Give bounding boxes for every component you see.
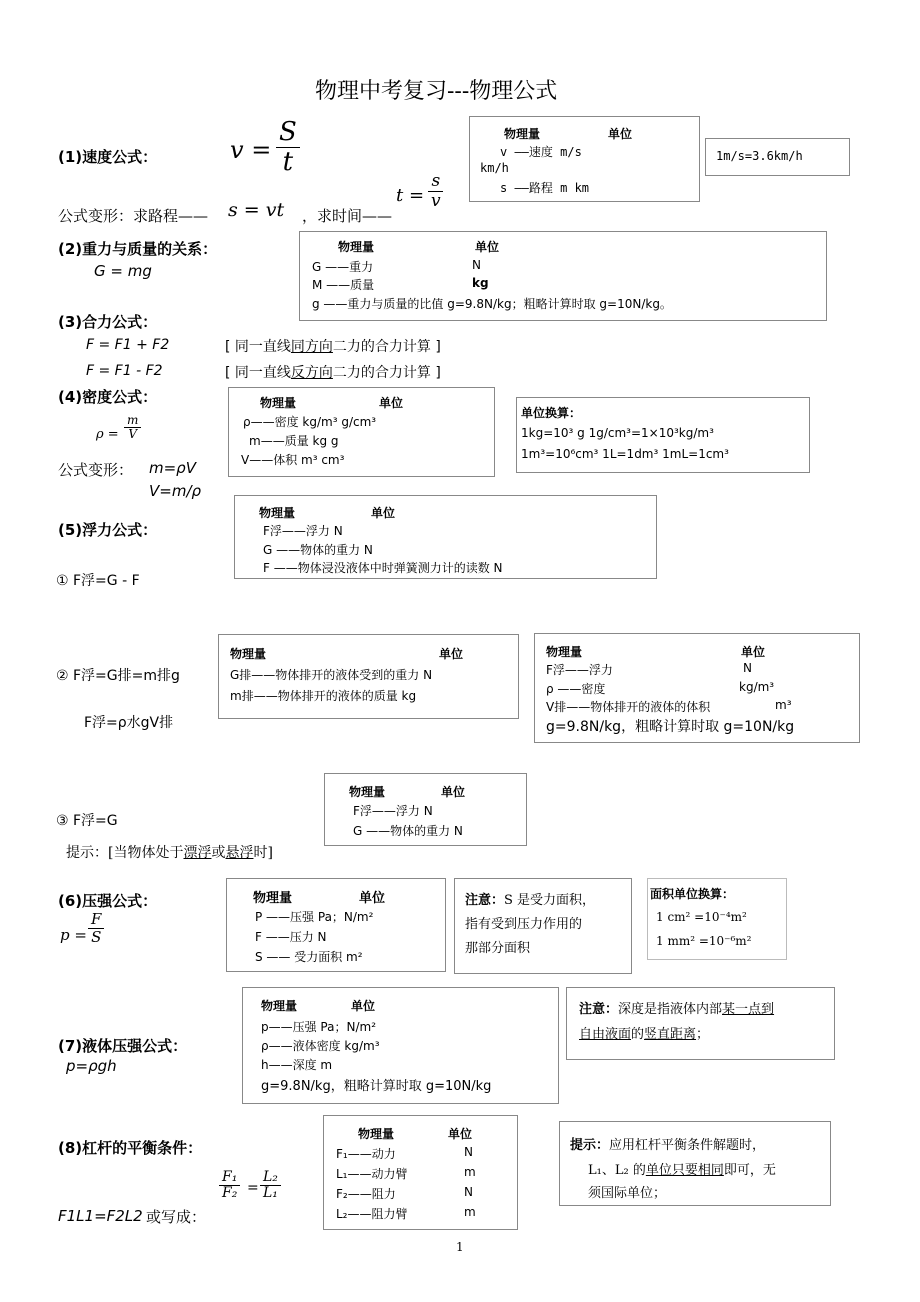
lever-hint-same-unit: 单位只要相同	[645, 1163, 724, 1178]
lever-hint-line2	[588, 1159, 776, 1178]
gravity-quantity-box	[299, 231, 827, 321]
speed-variant-prefix: 公式变形：求路程——	[58, 207, 209, 225]
lever-frac1-num: F₁	[219, 1170, 240, 1186]
buoyancy-box3-row-density-unit: kg/m³	[739, 680, 775, 694]
buoyancy-quantity-box-1	[234, 495, 657, 579]
density-quantity-box	[228, 387, 495, 477]
density-conversion-row1: 1kg=10³ g 1g/cm³=1×10³kg/m³	[521, 426, 714, 440]
liquid-note-line2	[579, 1023, 709, 1042]
area-conversion-cm: 1 cm² =10⁻⁴m²	[656, 910, 747, 924]
density-conversion-row2: 1m³=10⁶cm³ 1L=1dm³ 1mL=1cm³	[521, 447, 729, 461]
time-fraction-num: s	[428, 172, 443, 192]
buoyancy-box3-row-volume-unit: m³	[775, 698, 792, 712]
lever-frac2-num: L₂	[260, 1170, 281, 1186]
speed-conversion-box	[705, 138, 850, 176]
pressure-note-line1	[465, 889, 595, 908]
buoyancy-box4-header-quantity: 物理量	[349, 785, 386, 799]
buoyancy-hint-b: 或	[211, 845, 226, 861]
page-number: 1	[456, 1240, 464, 1254]
lever-box-header-unit: 单位	[448, 1127, 473, 1141]
pressure-note-line2: 指有受到压力作用的	[465, 917, 583, 932]
pressure-note-text1: S 是受力面积，	[504, 893, 596, 908]
density-box-row-density: ρ——密度 kg/m³ g/cm³	[243, 415, 377, 429]
buoyancy-quantity-box-2	[218, 634, 519, 719]
resultant-formula-same: F = F1 + F2	[86, 337, 170, 353]
density-box-row-mass: m——质量 kg g	[249, 434, 339, 448]
buoyancy-hint-a: 提示：[当物体处于	[66, 845, 184, 861]
liquid-box-row-g: g=9.8N/kg，粗略计算时取 g=10N/kg	[261, 1079, 492, 1094]
time-fraction-den: v	[431, 190, 441, 211]
density-conversion-box	[516, 397, 810, 473]
liquid-note-a: 深度是指液体内部	[618, 1002, 723, 1017]
lever-frac1-den: F₂	[222, 1185, 238, 1202]
lever-fraction-force	[219, 1170, 240, 1202]
lever-hint-box	[559, 1121, 831, 1206]
density-fraction-den: V	[128, 427, 138, 442]
buoyancy-box1-row-weight: G ——物体的重力 N	[263, 543, 373, 557]
lever-or-text: 或写成：	[146, 1208, 207, 1226]
buoyancy-box1-row-reading: F ——物体浸没液体中时弹簧测力计的读数 N	[263, 561, 503, 575]
resultant-note-same	[225, 336, 441, 356]
lever-box-header-quantity: 物理量	[358, 1127, 395, 1141]
resultant-note-opp-a: [ 同一直线	[225, 365, 291, 381]
buoyancy-box2-row-displaced-mass: m排——物体排开的液体的质量 kg	[230, 689, 417, 703]
buoyancy-hint-c: 时]	[253, 845, 273, 861]
speed-quantity-box	[469, 116, 700, 202]
liquid-box-row-depth: h——深度 m	[261, 1058, 333, 1072]
buoyancy-box3-row-buoyant: F浮——浮力	[546, 663, 613, 677]
gravity-box-row-mass-unit: kg	[472, 276, 489, 290]
gravity-box-row-weight-unit: N	[472, 258, 481, 272]
buoyancy-hint-suspend: 悬浮	[225, 845, 254, 861]
page-title: 物理中考复习---物理公式	[315, 79, 558, 104]
liquid-box-row-pressure: p——压强 Pa；N/m²	[261, 1020, 377, 1034]
speed-box-row-distance: s ——路程 m km	[500, 181, 590, 195]
lever-box-row-effort-arm: L₁——动力臂	[336, 1167, 408, 1181]
buoyancy-box2-row-displaced-weight: G排——物体排开的液体受到的重力 N	[230, 668, 433, 682]
buoyancy-quantity-box-3	[534, 633, 860, 743]
buoyancy-formula-1: ① F浮=G - F	[56, 573, 140, 589]
liquid-box-header-unit: 单位	[351, 999, 376, 1013]
liquid-pressure-formula: p=ρgh	[66, 1057, 117, 1075]
liquid-box-row-density: ρ——液体密度 kg/m³	[261, 1039, 380, 1053]
liquid-pressure-note-box	[566, 987, 835, 1060]
lever-box-row-load-arm-unit: m	[464, 1205, 476, 1219]
buoyancy-box3-row-g: g=9.8N/kg，粗略计算时取 g=10N/kg	[546, 719, 795, 735]
speed-box-row-velocity-unit2: km/h	[480, 161, 509, 175]
speed-heading: (1)速度公式：	[58, 148, 158, 166]
area-conversion-box	[647, 878, 787, 960]
liquid-pressure-quantity-box	[242, 987, 559, 1104]
lever-hint-label: 提示：	[570, 1138, 610, 1153]
lever-box-row-effort-unit: N	[464, 1145, 473, 1159]
lever-quantity-box	[323, 1115, 518, 1230]
liquid-note-free-surface: 自由液面	[579, 1027, 632, 1042]
density-variant-volume: V=m/ρ	[149, 482, 202, 500]
liquid-note-b: 的	[631, 1027, 645, 1042]
lever-box-row-load-arm: L₂——阻力臂	[336, 1207, 408, 1221]
pressure-box-row-force: F ——压力 N	[255, 930, 327, 944]
buoyancy-box3-row-density: ρ ——密度	[546, 682, 606, 696]
liquid-note-label: 注意：	[579, 1002, 619, 1017]
liquid-note-vertical-distance: 竖直距离	[644, 1027, 697, 1042]
buoyancy-hint-float: 漂浮	[183, 845, 212, 861]
density-fraction	[124, 414, 141, 441]
lever-hint-c: 即可，无	[723, 1163, 776, 1178]
speed-conversion: 1m/s=3.6km/h	[716, 149, 803, 163]
time-fraction	[428, 172, 444, 210]
area-conversion-mm: 1 mm² =10⁻⁶m²	[656, 934, 752, 948]
gravity-formula: G = mg	[94, 262, 152, 280]
buoyancy-box2-header-quantity: 物理量	[230, 647, 267, 661]
lever-box-row-effort: F₁——动力	[336, 1147, 396, 1161]
pressure-box-header-quantity: 物理量	[253, 891, 293, 906]
buoyancy-box4-header-unit: 单位	[441, 785, 466, 799]
buoyancy-box2-header-unit: 单位	[439, 647, 464, 661]
gravity-box-header-quantity: 物理量	[338, 240, 375, 254]
gravity-box-row-ratio: g ——重力与质量的比值 g=9.8N/kg；粗略计算时取 g=10N/kg。	[312, 297, 672, 311]
liquid-note-point: 某一点到	[722, 1002, 775, 1017]
resultant-note-same-b: 二力的合力计算 ]	[332, 339, 441, 355]
buoyancy-box1-row-buoyant: F浮——浮力 N	[263, 524, 343, 538]
gravity-box-header-unit: 单位	[475, 240, 500, 254]
speed-box-header-quantity: 物理量	[504, 127, 541, 141]
lever-equals: =	[247, 1180, 259, 1196]
buoyancy-formula-2: ② F浮=G排=m排g	[56, 668, 180, 684]
density-box-row-volume: V——体积 m³ cm³	[241, 453, 345, 467]
resultant-note-opp-u: 反方向	[290, 365, 333, 381]
resultant-note-same-a: [ 同一直线	[225, 339, 291, 355]
pressure-heading: (6)压强公式：	[58, 892, 158, 910]
lever-box-row-effort-arm-unit: m	[464, 1165, 476, 1179]
buoyancy-formula-2b: F浮=ρ水gV排	[84, 715, 174, 731]
pressure-note-line3: 那部分面积	[465, 941, 531, 956]
buoyancy-box1-header-unit: 单位	[371, 506, 396, 520]
lever-hint-line1	[570, 1134, 765, 1153]
lever-hint-b: L₁、L₂ 的	[588, 1163, 646, 1178]
buoyancy-heading: (5)浮力公式：	[58, 521, 158, 539]
speed-formula-lhs: v =	[230, 136, 272, 164]
buoyancy-quantity-box-4	[324, 773, 527, 846]
area-conversion-title: 面积单位换算：	[650, 887, 735, 901]
lever-box-row-load: F₂——阻力	[336, 1187, 396, 1201]
resultant-note-opposite	[225, 362, 441, 382]
pressure-fraction	[88, 911, 104, 945]
density-box-header-quantity: 物理量	[260, 396, 297, 410]
liquid-note-c: ；	[696, 1027, 710, 1042]
buoyancy-box4-row-weight: G ——物体的重力 N	[353, 824, 463, 838]
resultant-note-same-u: 同方向	[290, 339, 333, 355]
density-conversion-title: 单位换算：	[521, 406, 582, 420]
liquid-note-line1	[579, 998, 774, 1017]
pressure-note-label: 注意：	[465, 893, 505, 908]
buoyancy-box3-row-volume: V排——物体排开的液体的体积	[546, 700, 711, 714]
lever-formula: F1L1=F2L2	[58, 1207, 143, 1225]
pressure-fraction-den: S	[91, 927, 102, 946]
resultant-note-opp-b: 二力的合力计算 ]	[332, 365, 441, 381]
density-box-header-unit: 单位	[379, 396, 404, 410]
density-variant-mass: m=ρV	[149, 459, 196, 477]
buoyancy-box4-row-buoyant: F浮——浮力 N	[353, 804, 433, 818]
speed-variant-distance: s = vt	[228, 199, 285, 221]
lever-hint-line3: 须国际单位；	[588, 1186, 667, 1201]
speed-fraction-num: S	[276, 118, 300, 148]
liquid-pressure-heading: (7)液体压强公式：	[58, 1037, 188, 1055]
density-heading: (4)密度公式：	[58, 388, 158, 406]
speed-box-header-unit: 单位	[608, 127, 633, 141]
resultant-heading: (3)合力公式：	[58, 313, 158, 331]
buoyancy-formula-3: ③ F浮=G	[56, 813, 118, 829]
buoyancy-box1-header-quantity: 物理量	[259, 506, 296, 520]
pressure-box-row-pressure: P ——压强 Pa；N/m²	[255, 910, 374, 924]
density-formula-lhs: ρ =	[96, 427, 119, 442]
speed-fraction	[276, 118, 300, 176]
speed-variant-time-lhs: t =	[396, 185, 425, 206]
lever-fraction-arm	[260, 1170, 281, 1202]
pressure-fraction-num: F	[88, 911, 104, 929]
gravity-box-row-mass: M ——质量	[312, 278, 375, 292]
lever-box-row-load-unit: N	[464, 1185, 473, 1199]
resultant-formula-opposite: F = F1 - F2	[86, 363, 163, 379]
speed-variant-mid: ，求时间——	[302, 207, 393, 225]
density-variant-label: 公式变形：	[58, 461, 134, 479]
lever-heading: (8)杠杆的平衡条件：	[58, 1139, 203, 1157]
density-fraction-num: m	[124, 414, 141, 428]
pressure-box-row-area: S —— 受力面积 m²	[255, 950, 363, 964]
pressure-box-header-unit: 单位	[359, 891, 386, 906]
gravity-box-row-weight: G ——重力	[312, 260, 374, 274]
buoyancy-box3-header-quantity: 物理量	[546, 645, 583, 659]
buoyancy-box3-row-buoyant-unit: N	[743, 661, 752, 675]
gravity-heading: (2)重力与质量的关系：	[58, 240, 218, 258]
buoyancy-box3-header-unit: 单位	[741, 645, 766, 659]
speed-fraction-den: t	[282, 146, 294, 177]
speed-box-row-velocity: v ——速度 m/s	[500, 145, 582, 159]
pressure-note-box	[454, 878, 632, 974]
lever-hint-a: 应用杠杆平衡条件解题时，	[609, 1138, 766, 1153]
liquid-box-header-quantity: 物理量	[261, 999, 298, 1013]
buoyancy-hint	[66, 842, 273, 862]
pressure-quantity-box	[226, 878, 446, 972]
lever-frac2-den: L₁	[263, 1185, 278, 1202]
pressure-formula-lhs: p =	[60, 926, 87, 944]
